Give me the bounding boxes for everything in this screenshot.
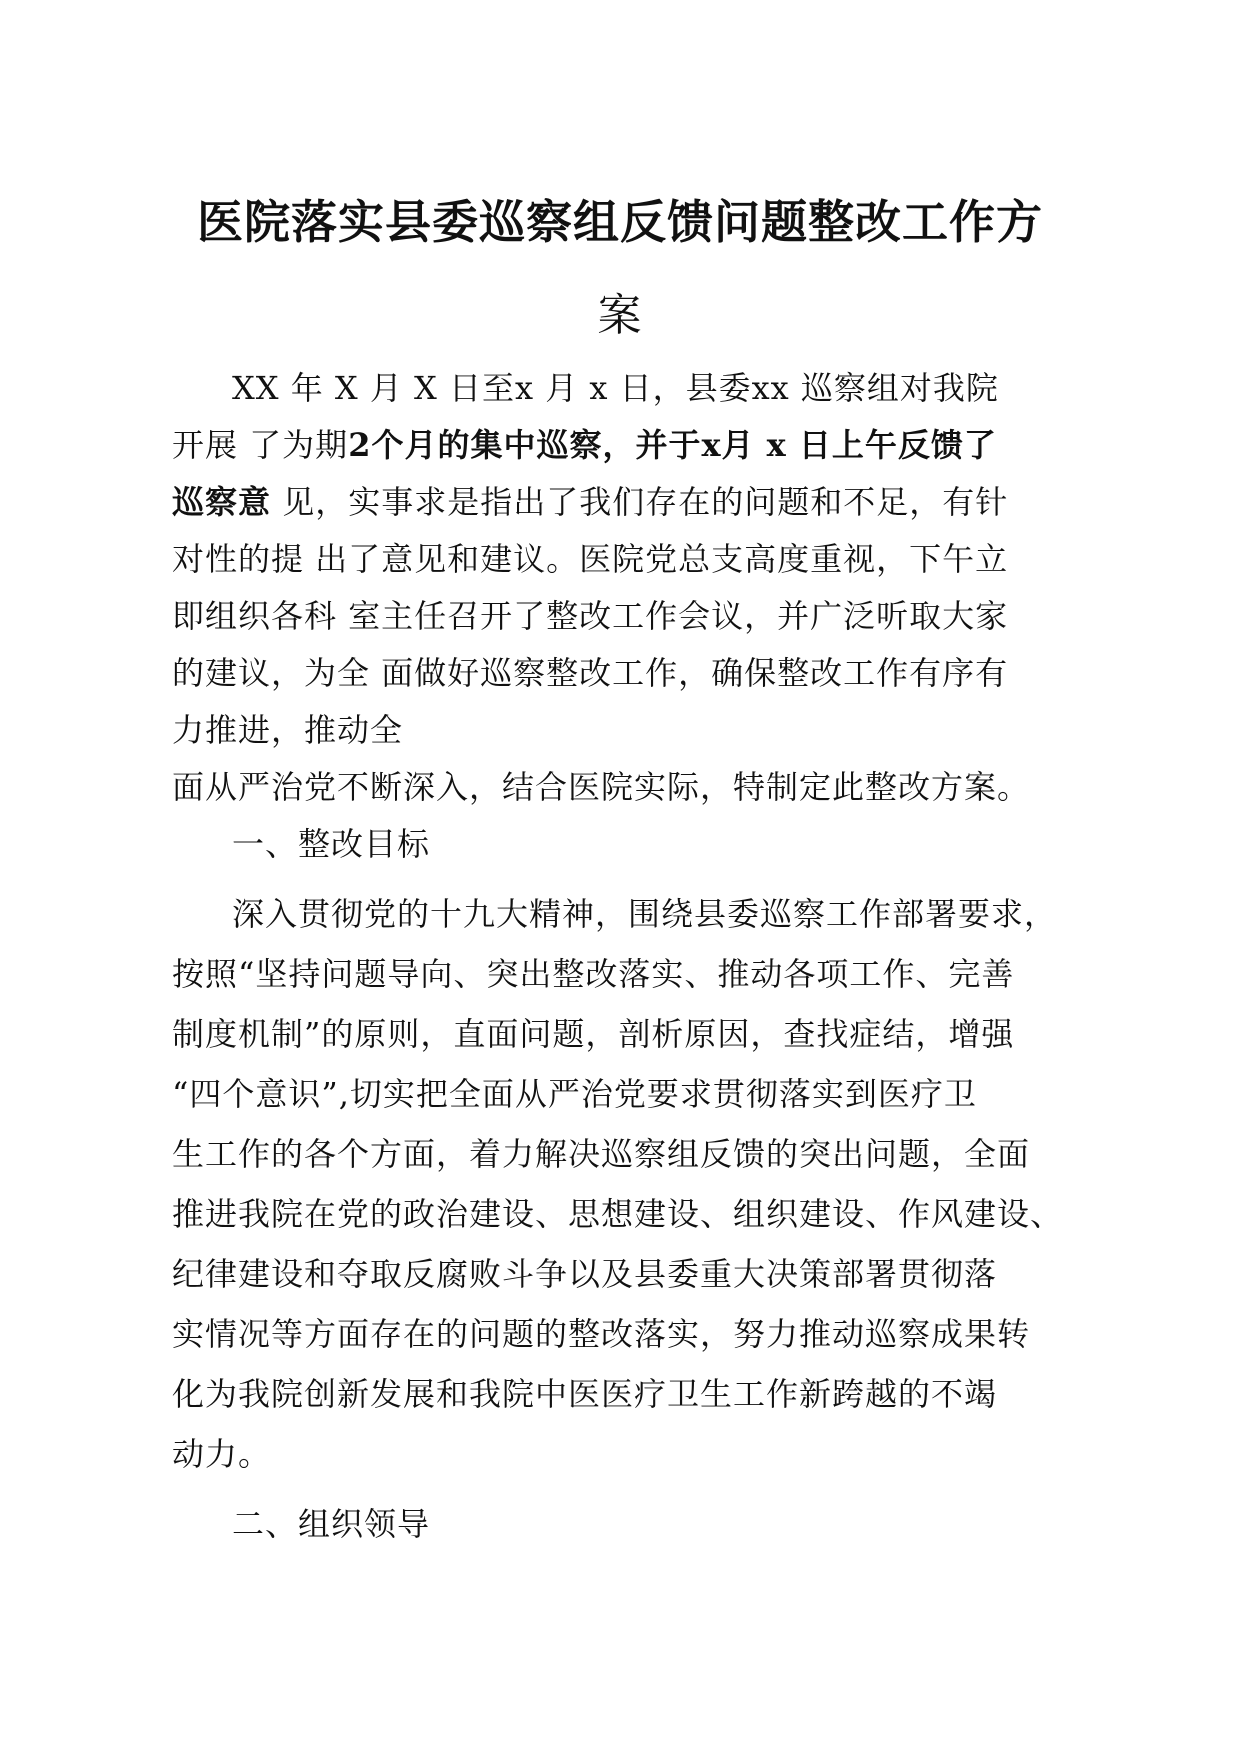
section-1-heading: 一、整改目标 — [232, 825, 431, 863]
intro-line-3 — [172, 480, 1008, 524]
intro-line-5: 即组织各科 室主任召开了整改工作会议，并广泛听取大家 — [172, 597, 1009, 635]
intro-line-1: XX 年 X 月 X 日至x 月 x 日，县委xx 巡察组对我院 — [232, 369, 999, 407]
section-1-line-9: 化为我院创新发展和我院中医医疗卫生工作新跨越的不竭 — [172, 1375, 998, 1413]
intro-line-6: 的建议，为全 面做好巡察整改工作，确保整改工作有序有 — [172, 654, 1009, 692]
intro-line-3-bold: 巡察意 — [172, 483, 272, 521]
section-1-line-8: 实情况等方面存在的问题的整改落实，努力推动巡察成果转 — [172, 1315, 1031, 1353]
document-title-line-2: 案 — [597, 290, 643, 341]
intro-line-2-normal: 开展 了为期 — [172, 426, 349, 464]
section-1-line-2: 按照“坚持问题导向、突出整改落实、推动各项工作、完善 — [172, 955, 1015, 993]
document-title-line-1: 医院落实县委巡察组反馈问题整改工作方 — [197, 195, 1043, 249]
section-2-heading: 二、组织领导 — [232, 1505, 431, 1543]
section-1-line-1: 深入贯彻党的十九大精神，围绕县委巡察工作部署要求， — [232, 895, 1058, 933]
section-1-line-7: 纪律建设和夺取反腐败斗争以及县委重大决策部署贯彻落 — [172, 1255, 998, 1293]
section-1-line-4: “四个意识”,切实把全面从严治党要求贯彻落实到医疗卫 — [172, 1075, 977, 1113]
intro-line-4: 对性的提 出了意见和建议。医院党总支高度重视，下午立 — [172, 540, 1009, 578]
intro-line-3-normal: 见，实事求是指出了我们存在的问题和不足，有针 — [271, 483, 1009, 521]
intro-line-8: 面从严治党不断深入，结合医院实际，特制定此整改方案。 — [172, 768, 1031, 806]
section-1-line-6: 推进我院在党的政治建设、思想建设、组织建设、作风建设、 — [172, 1195, 1064, 1233]
section-1-line-3: 制度机制”的原则，直面问题，剖析原因，查找症结，增强 — [172, 1015, 1015, 1053]
intro-line-2 — [172, 423, 997, 467]
section-1-line-5: 生工作的各个方面，着力解决巡察组反馈的突出问题，全面 — [172, 1135, 1031, 1173]
intro-line-2-bold: 2个月的集中巡察，并于x月 x 日上午反馈了 — [348, 426, 997, 464]
section-1-line-10: 动力。 — [172, 1435, 272, 1473]
intro-line-7: 力推进，推动全 — [172, 711, 404, 749]
